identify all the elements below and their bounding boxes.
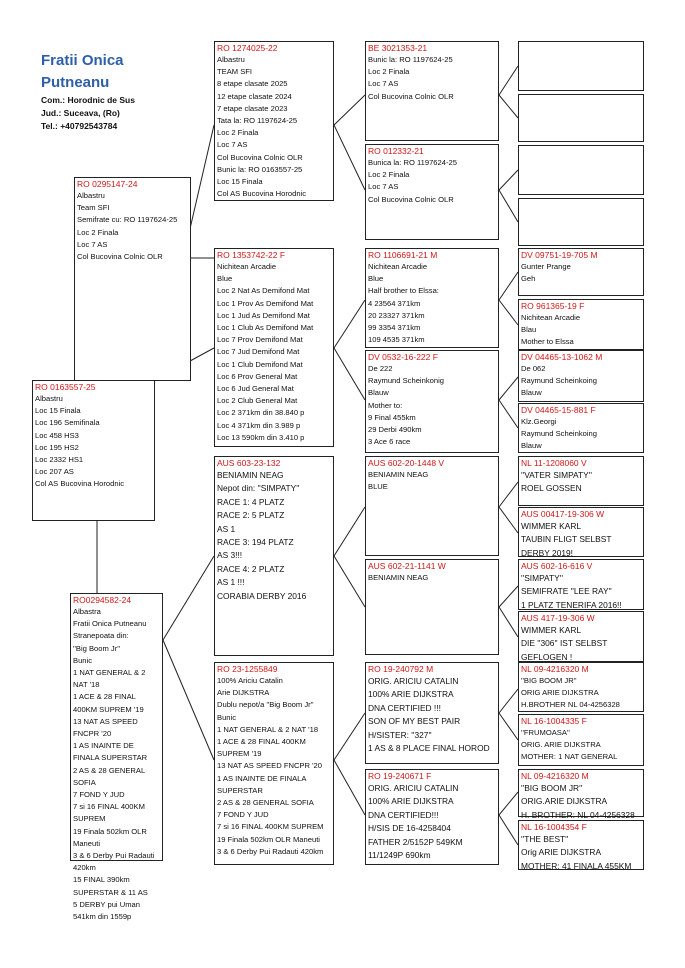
dam-details: Albastra Fratii Onica Putneanu Stranepoata din: ''Big Boom Jr'' Bunic 1 NAT GENERAL & 2 NAT '18 1 ACE & 28 FINAL 400KM SUPREM '19 13 NAT AS SPEED FNCPR '20 1 AS INAINTE DE FINALA SUPERSTAR 2 AS & 28 GENERAL SOFIA 7 FOND Y JUD 7 si 16 FINAL 400KM SUPREM 19 Finala 502km OLR Maneuti 3 & 6 Derby Pui Radauti 420km 15 FINAL 390km SUPERSTAR & 11 AS 5 DERBY pui Uman 541km din 1559p — [73, 607, 155, 922]
grandparent-3-details: BENIAMIN NEAG Nepot din: ''SIMPATY'' RACE 1: 4 PLATZ RACE 2: 5 PLATZ AS 1 RACE 3: 194 PLATZ AS 3!!! RACE 4: 2 PLATZ AS 1 !!! CORABIA DERBY 2016 — [217, 470, 307, 601]
ggg-10-details: WIMMER KARL TAUBIN FLIGT SELBST DERBY 2019! — [521, 521, 612, 558]
grandparent-card-4 — [214, 662, 334, 865]
ggg-11-details: ''SIMPATY'' SEMIFRATE ''LEE RAY'' 1 PLATZ TENERIFA 2016!! — [521, 573, 622, 610]
subject-details: Albastru Team SFI Semifrate cu: RO 1197624-25 Loc 2 Finala Loc 7 AS Col Bucovina Colnic OLR — [77, 191, 178, 262]
ggg-card-10 — [518, 507, 644, 557]
ggg-8-ring-id: DV 04465-15-881 F — [521, 405, 596, 415]
ggg-16-ring-id: NL 16-1004354 F — [521, 822, 587, 832]
great-grandparent-card-3 — [365, 248, 499, 348]
gg1-ring-id: BE 3021353-21 — [368, 43, 428, 53]
great-grandparent-card-7 — [365, 662, 499, 764]
gg8-ring-id: RO 19-240671 F — [368, 771, 432, 781]
grandparent-3-ring-id: AUS 603-23-132 — [217, 458, 281, 468]
gg3-ring-id: RO 1106691-21 M — [368, 250, 438, 260]
dam-card — [70, 593, 163, 922]
gg2-details: Bunica la: RO 1197624-25 Loc 2 Finala Loc 7 AS Col Bucovina Colnic OLR — [368, 158, 457, 204]
gg6-ring-id: AUS 602-21-1141 W — [368, 561, 446, 571]
gg2-ring-id: RO 012332-21 — [368, 146, 424, 156]
gg5-ring-id: AUS 602-20-1448 V — [368, 458, 445, 468]
great-grandparent-card-4 — [365, 350, 499, 453]
grandparent-4-ring-id: RO 23-1255849 — [217, 664, 278, 674]
ggg-card-13 — [518, 662, 644, 712]
gg4-ring-id: DV 0532-16-222 F — [368, 352, 438, 362]
ggg-card-15 — [518, 769, 644, 820]
grandparent-1-ring-id: RO 1274025-22 — [217, 43, 278, 53]
gg4-details: De 222 Raymund Scheinkonig Blauw Mother to: 9 Final 455km 29 Derbi 490km 3 Ace 6 race — [368, 364, 444, 447]
ggg-card-3 — [518, 145, 644, 195]
subject-ring-id: RO 0295147-24 — [77, 179, 138, 189]
owner-address2: Jud.: Suceava, (Ro) — [41, 108, 120, 118]
ggg-card-9 — [518, 456, 644, 506]
ggg-14-ring-id: NL 16-1004335 F — [521, 716, 587, 726]
grandparent-1-details: Albastru TEAM SFI 8 etape clasate 2025 12 etape clasate 2024 7 etape clasate 2023 Tata la: RO 1197624-25 Loc 2 Finala Loc 7 AS Col Bucovina Colnic OLR Bunic la: RO 0163557-25 Loc 15 Finala Col AS Bucovina Horodnic — [217, 55, 307, 199]
ggg-12-details: WIMMER KARL DIE ''306'' IST SELBST GEFLOGEN ! — [521, 625, 608, 662]
owner-name-line1: Fratii Onica — [41, 52, 124, 69]
ggg-8-details: Klz.Georgi Raymund Scheinkoing Blauw — [521, 417, 597, 451]
owner-address1: Com.: Horodnic de Sus — [41, 95, 135, 105]
ggg-card-2 — [518, 94, 644, 142]
ggg-9-details: ''VATER SIMPATY'' ROEL GOSSEN — [521, 470, 592, 494]
gg6-details: BENIAMIN NEAG — [368, 573, 429, 582]
ggg-5-ring-id: DV 09751-19-705 M — [521, 250, 598, 260]
ggg-card-1 — [518, 41, 644, 91]
ggg-7-details: De 062 Raymund Scheinkoing Blauw — [521, 364, 597, 398]
ggg-9-ring-id: NL 11-1208060 V — [521, 458, 587, 468]
grandparent-2-details: Nichitean Arcadie Blue Loc 2 Nat As Demifond Mat Loc 1 Prov As Demifond Mat Loc 1 Jud As Demifond Mat Loc 1 Club As Demifond Mat Loc 7 Prov Demifond Mat Loc 7 Jud Demifond Mat Loc 1 Club Demifond Mat Loc 6 Prov General Mat Loc 6 Jud General Mat Loc 2 Club General Mat Loc 2 371km din 38.840 p Loc 4 371km din 3.989 p Loc 13 590km din 3.410 p — [217, 262, 314, 442]
ggg-14-details: ''FRUMOASA'' ORIG. ARIE DIJKSTRA MOTHER: 1 NAT GENERAL — [521, 728, 618, 762]
ggg-7-ring-id: DV 04465-13-1062 M — [521, 352, 603, 362]
ggg-12-ring-id: AUS 417-19-306 W — [521, 613, 595, 623]
ggg-15-details: ''BIG BOOM JR'' ORIG.ARIE DIJKSTRA H. BROTHER: NL 04-4256328 — [521, 783, 635, 820]
great-grandparent-card-2 — [365, 144, 499, 240]
sire-card — [32, 380, 155, 521]
gg1-details: Bunic la: RO 1197624-25 Loc 2 Finala Loc 7 AS Col Bucovina Colnic OLR — [368, 55, 454, 101]
grandparent-card-1 — [214, 41, 334, 201]
grandparent-card-2 — [214, 248, 334, 447]
owner-header — [41, 50, 135, 133]
ggg-11-ring-id: AUS 602-16-616 V — [521, 561, 593, 571]
ggg-card-14 — [518, 714, 644, 766]
sire-details: Albastru Loc 15 Finala Loc 196 Semifinala Loc 458 HS3 Loc 195 HS2 Loc 2332 HS1 Loc 207 AS Col AS Bucovina Horodnic — [35, 394, 125, 489]
gg8-details: ORIG. ARICIU CATALIN 100% ARIE DIJKSTRA DNA CERTIFIED!!! H/SIS DE 16-4258404 FATHER 2/5152P 549KM 11/1249P 690km — [368, 783, 463, 861]
ggg-card-4 — [518, 198, 644, 246]
ggg-13-details: ''BIG BOOM JR'' ORIG ARIE DIJKSTRA H.BROTHER NL 04-4256328 — [521, 676, 620, 710]
ggg-card-6 — [518, 299, 644, 350]
great-grandparent-card-5 — [365, 456, 499, 556]
ggg-10-ring-id: AUS 00417-19-306 W — [521, 509, 605, 519]
subject-card — [74, 177, 191, 381]
ggg-card-11 — [518, 559, 644, 610]
ggg-13-ring-id: NL 09-4216320 M — [521, 664, 589, 674]
ggg-6-details: Nichitean Arcadie Blau Mother to Elssa — [521, 313, 581, 347]
ggg-card-7 — [518, 350, 644, 402]
owner-phone: Tel.: +40792543784 — [41, 121, 118, 131]
ggg-6-ring-id: RO 961365-19 F — [521, 301, 585, 311]
ggg-16-details: ''THE BEST'' Orig ARIE DIJKSTRA MOTHER: 41 FINALA 455KM — [521, 834, 632, 871]
grandparent-card-3 — [214, 456, 334, 656]
great-grandparent-card-8 — [365, 769, 499, 865]
gg5-details: BENIAMIN NEAG BLUE — [368, 470, 429, 492]
ggg-card-12 — [518, 611, 644, 662]
owner-name-line2: Putneanu — [41, 74, 110, 91]
sire-ring-id: RO 0163557-25 — [35, 382, 96, 392]
gg3-details: Nichitean Arcadie Blue Half brother to Elssa: 4 23564 371km 20 23327 371km 99 3354 371km 109 4535 371km — [368, 262, 439, 345]
gg7-details: ORIG. ARICIU CATALIN 100% ARIE DIJKSTRA DNA CERTIFIED !!! SON OF MY BEST PAIR H/SISTER: ''327'' 1 AS & 8 PLACE FINAL HOROD — [368, 676, 490, 754]
ggg-15-ring-id: NL 09-4216320 M — [521, 771, 589, 781]
ggg-card-16 — [518, 820, 644, 870]
great-grandparent-card-6 — [365, 559, 499, 655]
ggg-5-details: Gunter Prange Geh — [521, 262, 571, 284]
ggg-card-5 — [518, 248, 644, 296]
dam-ring-id: RO0294582-24 — [73, 595, 132, 605]
ggg-card-8 — [518, 403, 644, 453]
great-grandparent-card-1 — [365, 41, 499, 141]
grandparent-2-ring-id: RO 1353742-22 F — [217, 250, 286, 260]
grandparent-4-details: 100% Ariciu Catalin Arie DIJKSTRA Dublu nepot/a ''Big Boom Jr'' Bunic 1 NAT GENERAL & 2 NAT '18 1 ACE & 28 FINAL 400KM SUPREM '19 13 NAT AS SPEED FNCPR '20 1 AS INAINTE DE FINALA SUPERSTAR 2 AS & 28 GENERAL SOFIA 7 FOND Y JUD 7 si 16 FINAL 400KM SUPREM 19 Finala 502km OLR Maneuti 3 & 6 Derby Pui Radauti 420km — [217, 676, 324, 856]
gg7-ring-id: RO 19-240792 M — [368, 664, 434, 674]
